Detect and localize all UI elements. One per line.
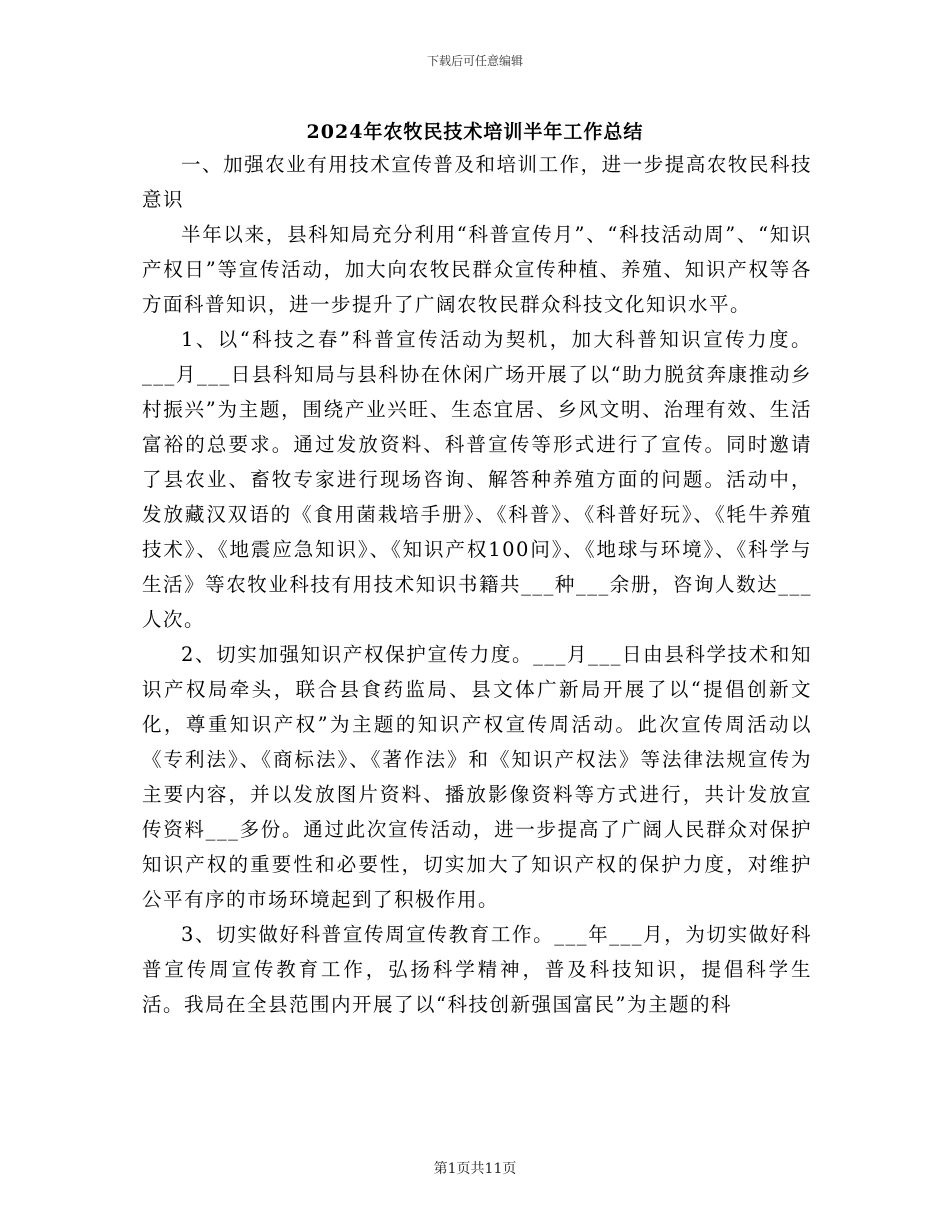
paragraph-intro: 半年以来，县科知局充分利用“科普宣传月”、“科技活动周”、“知识产权日”等宣传活动，加大向农牧民群众宣传种植、养殖、知识产权等各方面科普知识，进一步提升了广阔农牧民群众科技文化知识水平。 bbox=[142, 223, 812, 316]
document-title: 2024年农牧民技术培训半年工作总结 bbox=[306, 121, 644, 143]
page-number-footer: 第1页共11页 bbox=[433, 1161, 517, 1177]
paragraph-item-1: 1、以“科技之春”科普宣传活动为契机，加大科普知识宣传力度。___月___日县科知局与县科协在休闲广场开展了以“助力脱贫奔康推动乡村振兴”为主题，围绕产业兴旺、生态宜居、乡风文明、治理有效、生活富裕的总要求。通过发放资料、科普宣传等形式进行了宣传。同时邀请了县农业、畜牧专家进行现场咨询、解答种养殖方面的问题。活动中，发放藏汉双语的《食用菌栽培手册》、《科普》、《科普好玩》、《牦牛养殖技术》、《地震应急知识》、《知识产权100问》、《地球与环境》、《科学与生活》等农牧业科技有用技术知识书籍共___种___余册，咨询人数达___人次。 bbox=[142, 328, 812, 631]
section-heading: 一、加强农业有用技术宣传普及和培训工作，进一步提高农牧民科技意识 bbox=[142, 153, 812, 211]
paragraph-item-2: 2、切实加强知识产权保护宣传力度。___月___日由县科学技术和知识产权局牵头，联合县食药监局、县文体广新局开展了以“提倡创新文化，尊重知识产权”为主题的知识产权宣传周活动。此次宣传周活动以《专利法》、《商标法》、《著作法》和《知识产权法》等法律法规宣传为主要内容，并以发放图片资料、播放影像资料等方式进行，共计发放宣传资料___多份。通过此次宣传活动，进一步提高了广阔人民群众对保护知识产权的重要性和必要性，切实加大了知识产权的保护力度，对维护公平有序的市场环境起到了积极作用。 bbox=[142, 643, 812, 911]
document-body bbox=[142, 147, 812, 1022]
paragraph-item-3: 3、切实做好科普宣传周宣传教育工作。___年___月，为切实做好科普宣传周宣传教育工作，弘扬科学精神，普及科技知识，提倡科学生活。我局在全县范围内开展了以“科技创新强国富民”为主题的科 bbox=[142, 923, 812, 1016]
page-header-note: 下载后可任意编辑 bbox=[426, 54, 523, 68]
